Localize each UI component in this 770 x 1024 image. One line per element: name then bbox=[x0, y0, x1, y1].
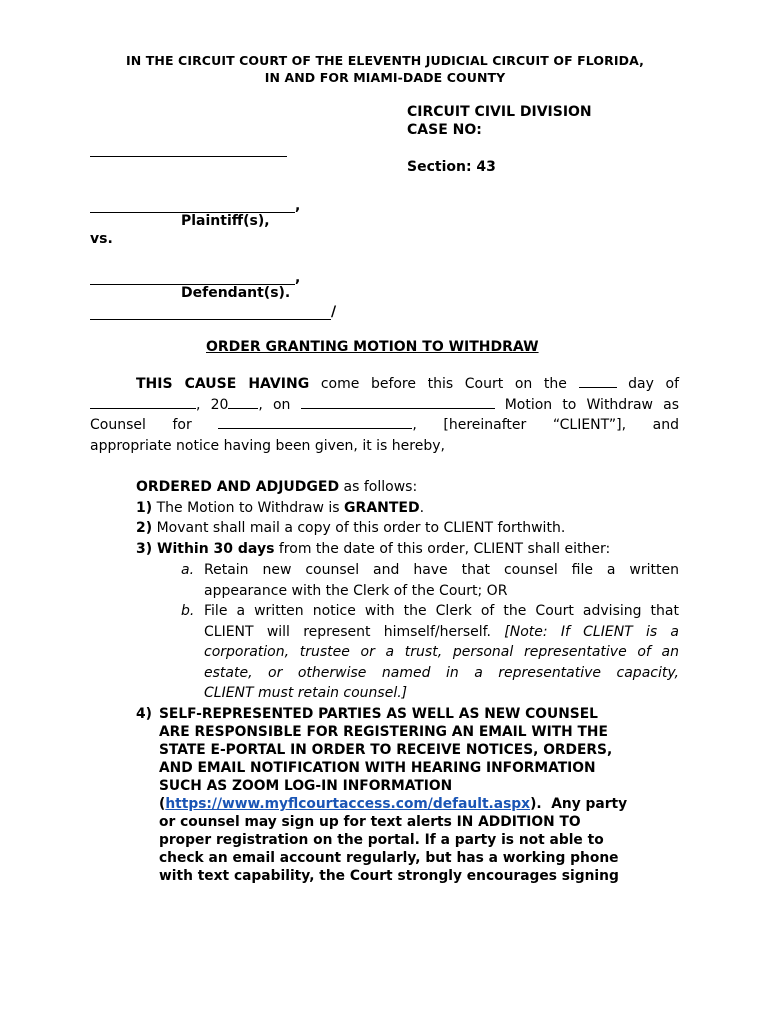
division-label: CIRCUIT CIVIL DIVISION bbox=[407, 104, 592, 120]
day-blank bbox=[579, 375, 617, 388]
item-1-granted: GRANTED bbox=[344, 500, 420, 516]
month-blank bbox=[90, 396, 196, 409]
intro-paragraph bbox=[90, 374, 679, 456]
intro-counsel: Counsel bbox=[90, 417, 146, 433]
sub-a-label: a. bbox=[181, 562, 195, 578]
item-4-line3: STATE E-PORTAL IN ORDER TO RECEIVE NOTICES, ORDERS, bbox=[159, 742, 613, 758]
case-number-label: CASE NO: bbox=[407, 122, 482, 138]
plaintiff-comma: , bbox=[295, 198, 301, 214]
section-label: Section: 43 bbox=[407, 159, 496, 175]
item-4-paren-close: ). Any party bbox=[530, 796, 628, 812]
intro-line1-end: day of bbox=[628, 376, 680, 392]
movant-blank bbox=[301, 396, 495, 409]
sub-a-line2: appearance with the Clerk of the Court; OR bbox=[204, 582, 508, 599]
intro-line-2 bbox=[90, 395, 679, 416]
intro-motion-text: Motion to Withdraw as bbox=[504, 396, 679, 413]
client-blank bbox=[218, 416, 412, 429]
intro-on: , on bbox=[258, 396, 291, 413]
sub-b-line2 bbox=[204, 622, 679, 643]
sub-a-line1: Retain new counsel and have that counsel file a written bbox=[204, 562, 679, 578]
item-2-number: 2) bbox=[136, 520, 153, 536]
item-1 bbox=[136, 498, 424, 519]
item-4-line10: with text capability, the Court strongly encourages signing bbox=[159, 868, 619, 884]
item-4-line9: check an email account regularly, but has a working phone bbox=[159, 850, 619, 866]
item-1-end: . bbox=[419, 500, 425, 516]
sub-b-label: b. bbox=[181, 603, 195, 619]
item-4-line8: proper registration on the portal. If a party is not able to bbox=[159, 832, 604, 848]
sub-a-body bbox=[204, 560, 679, 601]
caption-slash: / bbox=[331, 304, 337, 320]
intro-hereinafter: [hereinafter bbox=[443, 417, 527, 433]
intro-line-4: appropriate notice having been given, it is hereby, bbox=[90, 437, 445, 454]
item-2-text: Movant shall mail a copy of this order to CLIENT forthwith. bbox=[152, 520, 566, 536]
item-3 bbox=[136, 539, 610, 560]
intro-client-term: “CLIENT”], bbox=[552, 417, 627, 433]
sub-b-line2-plain: CLIENT will represent himself/herself. bbox=[204, 623, 491, 640]
sub-b-line3: corporation, trustee or a trust, personal representative of an bbox=[204, 644, 679, 660]
defendant-label: Defendant(s). bbox=[181, 285, 291, 301]
intro-line-3 bbox=[90, 415, 679, 436]
sub-b-body bbox=[204, 601, 679, 704]
intro-year-prefix: , 20 bbox=[196, 396, 229, 413]
item-2 bbox=[136, 518, 565, 539]
court-header-line1: IN THE CIRCUIT COURT OF THE ELEVENTH JUDICIAL CIRCUIT OF FLORIDA, bbox=[126, 53, 644, 68]
year-blank bbox=[228, 396, 258, 409]
item-4-line2: ARE RESPONSIBLE FOR REGISTERING AN EMAIL WITH THE bbox=[159, 724, 608, 740]
sub-b-line4: estate, or otherwise named in a representative capacity, bbox=[204, 664, 679, 681]
intro-comma: , bbox=[412, 417, 417, 433]
portal-link[interactable]: https://www.myflcourtaccess.com/default.aspx bbox=[165, 796, 531, 812]
sub-b-line5: CLIENT must retain counsel.] bbox=[204, 685, 408, 701]
plaintiff-label: Plaintiff(s), bbox=[181, 213, 270, 229]
intro-line-1 bbox=[90, 374, 679, 395]
item-4-body bbox=[159, 705, 679, 885]
caption-blank-line bbox=[90, 156, 287, 157]
sub-b-line2-note: [Note: If CLIENT is a bbox=[504, 623, 680, 640]
item-4-line5: SUCH AS ZOOM LOG-IN INFORMATION bbox=[159, 778, 453, 794]
item-3-number: 3) bbox=[136, 541, 153, 557]
sub-b-line1: File a written notice with the Clerk of the Court advising that bbox=[204, 603, 679, 619]
intro-for: for bbox=[172, 417, 192, 433]
item-4-line4: AND EMAIL NOTIFICATION WITH HEARING INFORMATION bbox=[159, 760, 596, 776]
intro-line1-text: come before this Court on the bbox=[320, 376, 567, 392]
item-3-deadline: Within 30 days bbox=[152, 541, 275, 557]
ordered-text: as follows: bbox=[339, 479, 418, 495]
item-4-line7: or counsel may sign up for text alerts IN ADDITION TO bbox=[159, 814, 581, 830]
intro-lead: THIS CAUSE HAVING bbox=[136, 376, 310, 392]
caption-end-line bbox=[90, 319, 331, 320]
item-4-line1: SELF-REPRESENTED PARTIES AS WELL AS NEW COUNSEL bbox=[159, 706, 598, 722]
item-1-number: 1) bbox=[136, 500, 153, 516]
item-1-text: The Motion to Withdraw is bbox=[152, 500, 345, 516]
item-4-paren-open: ( bbox=[159, 796, 166, 812]
item-4-line6 bbox=[159, 795, 679, 813]
court-header-line2: IN AND FOR MIAMI-DADE COUNTY bbox=[264, 70, 506, 85]
defendant-comma: , bbox=[295, 270, 301, 286]
ordered-heading bbox=[136, 477, 417, 498]
intro-and: and bbox=[652, 417, 679, 433]
item-3-text: from the date of this order, CLIENT shall either: bbox=[274, 541, 611, 557]
vs-label: vs. bbox=[90, 231, 113, 247]
order-title: ORDER GRANTING MOTION TO WITHDRAW bbox=[206, 339, 539, 355]
item-4-number: 4) bbox=[136, 706, 152, 722]
ordered-bold: ORDERED AND ADJUDGED bbox=[136, 479, 340, 495]
